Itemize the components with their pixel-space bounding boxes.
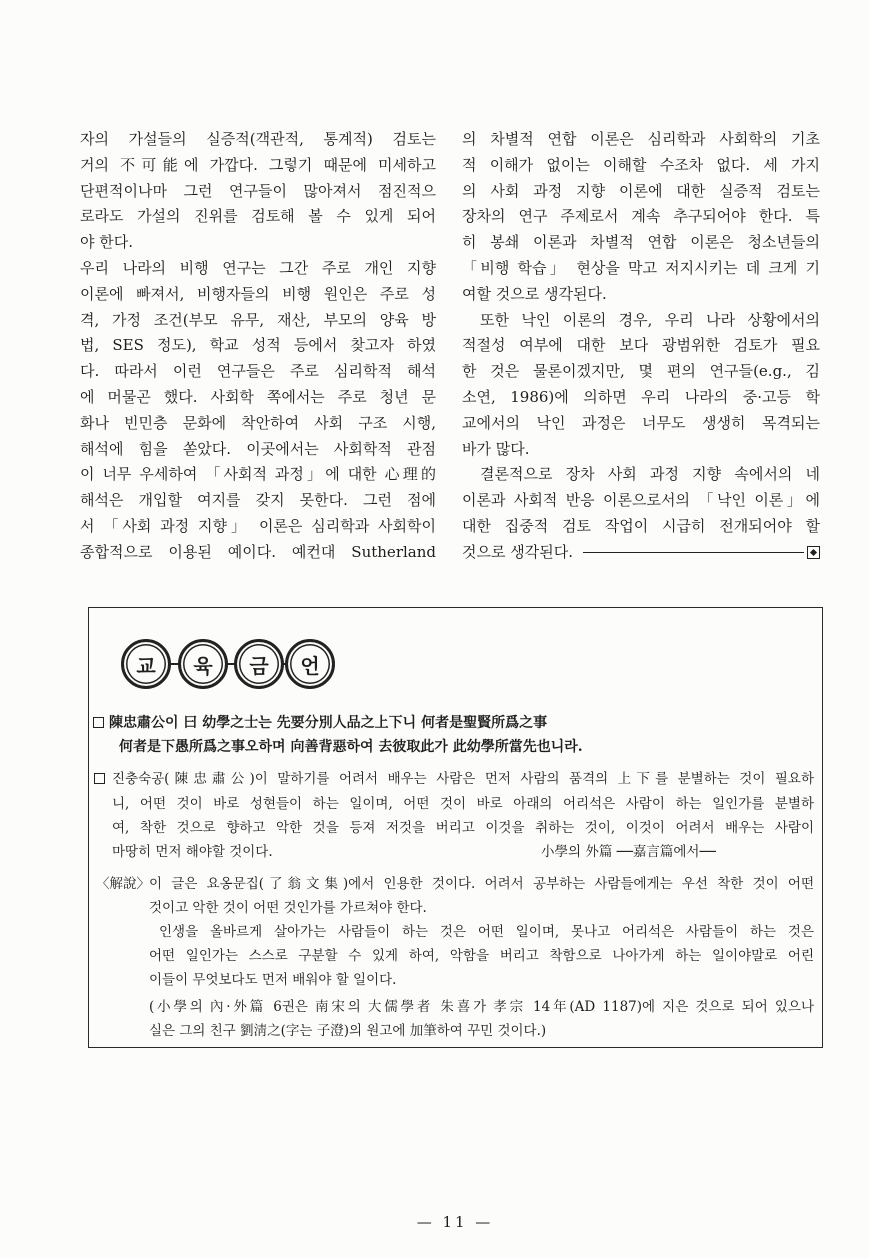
text-line: 결론적으로 장차 사회 과정 지향 속에서의 네 [480,465,820,484]
text-line: 격, 가정 조건(부모 유무, 재산, 부모의 양육 방 [80,310,436,329]
square-bullet-icon [94,773,105,784]
text-line: 우리 나라의 비행 연구는 그간 주로 개인 지향 [80,258,436,277]
text-line: 이론에 빠져서, 비행자들의 비행 원인은 주로 성 [80,284,436,303]
text-line: 의 차별적 연합 이론은 심리학과 사회학의 기초 [462,130,820,148]
text-line: 거의 不可能에 가깝다. 그렇기 때문에 미세하고 [80,155,436,174]
title-circle: 언 [285,639,335,689]
text-line: 것으로 생각된다. [462,542,573,561]
translation-line: 진충숙공(陳忠肅公)이 말하기를 어려서 배우는 사람은 먼저 사람의 품격의 上下를 분별하는 것이 필요하 [112,771,814,787]
text-line: 법, SES 정도), 학교 성적 등에서 찾고자 하였 [80,336,436,355]
title-circle: 금 [234,639,284,689]
text-line: 해석은 개입할 여지를 갖지 못한다. 그런 점에 [80,491,436,510]
text-line: 의 사회 과정 지향 이론에 대한 실증적 검토는 [462,181,820,200]
original-text-line: 陳忠肅公이 曰 幼學之士는 先要分別人品之上下니 何者是聖賢所爲之事 [109,715,548,731]
text-line: 여할 것으로 생각된다. [462,284,607,303]
text-line: 소연, 1986)에 의하면 우리 나라의 중·고등 학 [462,387,820,406]
text-line: 에 머물곤 했다. 사회학 쪽에서는 주로 청년 문 [80,387,436,406]
end-rule [583,552,804,553]
boxed-diamond-icon [807,546,820,559]
text-line: 로라도 가설의 진위를 검토해 볼 수 있게 되어 [80,207,436,226]
title-circle: 교 [121,639,171,689]
text-line: 적 이해가 없이는 이해할 수조차 없다. 세 가지 [462,155,820,174]
text-line: 적절성 여부에 대한 보다 광범위한 검토가 필요 [462,336,820,355]
text-line: 야 한다. [80,233,134,252]
text-line: 이 너무 우세하여 「사회적 과정」에 대한 心理的 [80,465,436,484]
left-column [80,127,436,566]
note-line: (小學의 內·外篇 6권은 南宋의 大儒學者 朱喜가 孝宗 14年(AD 1187)에 지은 것으로 되어 있으나 [149,999,814,1015]
original-text-line: 何者是下愚所爲之事오하며 向善背惡하여 去彼取此가 此幼學所當先也니라. [119,739,583,755]
translation-line: 여, 착한 것으로 향하고 악한 것을 등져 저것을 버리고 이것을 취하는 것이, 이것이 어려서 배우는 사람이 [112,820,814,836]
text-line: 교에서의 낙인 과정은 너무도 생생히 목격되는 [462,413,820,432]
text-line: 장차의 연구 주제로서 계속 추구되어야 한다. 특 [462,207,820,226]
source-attribution: 小學의 外篇 ──嘉言篇에서── [541,844,716,860]
right-column [462,127,820,566]
text-line: 해석에 힘을 쏟았다. 이곳에서는 사회학적 관점 [80,439,436,458]
commentary-label: 〈解說〉 [96,876,150,892]
text-line: 또한 낙인 이론의 경우, 우리 나라 상황에서의 [480,310,820,329]
commentary-line: 인생을 올바르게 살아가는 사람들이 하는 것은 어떤 일이며, 못나고 어리석은 사람들이 하는 것은 [159,924,814,940]
commentary-line: 이들이 무엇보다도 먼저 배워야 할 일이다. [149,972,397,988]
translation-line: 마땅히 먼저 해야할 것이다. [112,844,273,860]
text-line: 바가 많다. [462,439,530,458]
title-circle: 육 [178,639,228,689]
square-bullet-icon [93,717,104,728]
translation-line: 니, 어떤 것이 바로 성현들이 하는 일이며, 어떤 것이 바로 아래의 어리석은 사람이 하는 일인가를 분별하 [112,796,814,812]
text-line: 히 봉쇄 이론과 차별적 연합 이론은 청소년들의 [462,233,820,252]
maxim-box [88,607,823,1048]
text-line: 한 것은 물론이겠지만, 몇 편의 연구들(e.g., 김 [462,362,820,381]
text-line: 서 「사회 과정 지향」 이론은 심리학과 사회학이 [80,516,436,535]
text-line: 「비행 학습」 현상을 막고 저지시키는 데 크게 기 [462,258,820,277]
commentary-line: 어떤 일인가는 스스로 구분할 수 있게 하여, 악함을 버리고 착함으로 나아가게 하는 일이야말로 어린 [149,948,814,964]
page-number: — 11 — [416,1213,494,1231]
text-line: 대한 집중적 검토 작업이 시급히 전개되어야 할 [462,516,820,535]
text-line: 자의 가설들의 실증적(객관적, 통계적) 검토는 [80,130,436,148]
text-line: 화나 빈민층 문화에 착안하여 사회 구조 시행, [80,413,436,432]
text-line: 다. 따라서 이런 연구들은 주로 심리학적 해석 [80,362,436,381]
text-line: 이론과 사회적 반응 이론으로서의 「낙인 이론」에 [462,491,820,510]
final-line [462,540,820,566]
note-line: 실은 그의 친구 劉淸之(字는 子澄)의 원고에 加筆하여 꾸민 것이다.) [149,1023,547,1039]
text-line: 종합적으로 이용된 예이다. 예컨대 Sutherland [80,542,436,561]
text-line: 단편적이나마 그런 연구들이 많아져서 점진적으 [80,181,436,200]
commentary-line: 것이고 악한 것이 어떤 것인가를 가르쳐야 한다. [149,900,427,916]
commentary-line: 이 글은 요옹문집(了翁文集)에서 인용한 것이다. 어려서 공부하는 사람들에게는 우선 착한 것이 어떤 [149,876,814,892]
